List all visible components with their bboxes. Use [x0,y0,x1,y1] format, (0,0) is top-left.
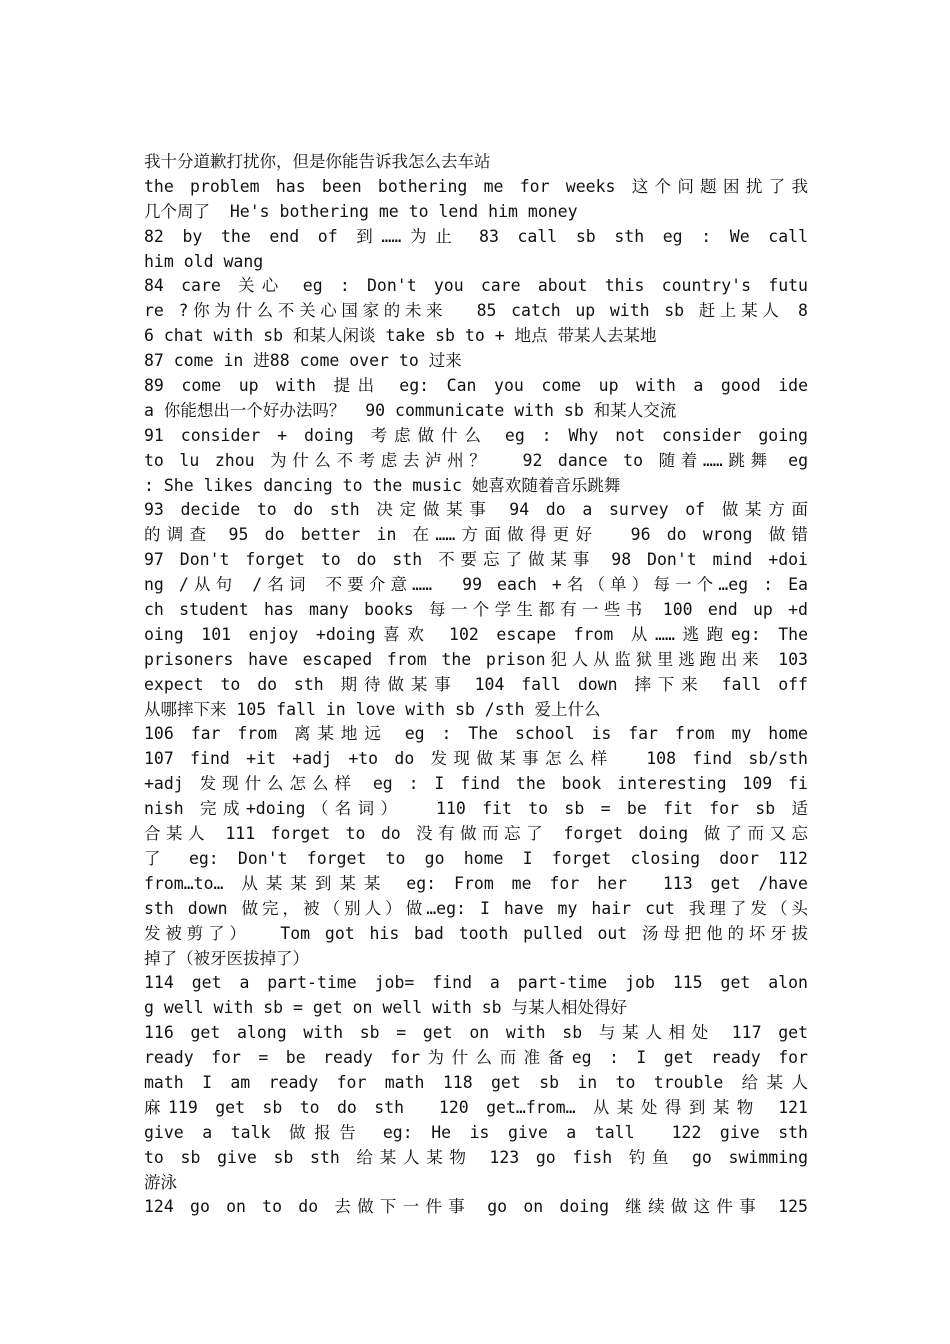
text-line: 84 care 关心 eg : Don't you care about this country's futu [144,276,808,296]
text-line: oing 101 enjoy +doing喜欢 102 escape from 从……逃跑eg: The [144,624,808,644]
text-line: the problem has been bothering me for weeks 这个问题困扰了我 [144,176,808,196]
text-line: ng /从句 /名词 不要介意…… 99 each +名（单）每一个…eg : Ea [144,575,808,595]
text-line: 116 get along with sb = get on with sb 与某人相处 117 get [144,1023,808,1043]
document-page [144,150,808,1220]
text-line: 89 come up with 提出 eg: Can you come up with a good ide [144,376,808,396]
text-line: 的调查 95 do better in 在……方面做得更好 96 do wrong 做错 [144,525,808,545]
text-line: 82 by the end of 到……为止 83 call sb sth eg : We call [144,226,808,246]
text-line: 87 come in 进88 come over to 过来 [144,351,462,371]
text-line: 几个周了 He's bothering me to lend him money [144,201,578,221]
text-line: 114 get a part-time job= find a part-time job 115 get alon [144,973,808,993]
text-line: 发被剪了） Tom got his bad tooth pulled out 汤母把他的坏牙拔 [144,923,808,943]
text-line: 91 consider + doing 考虑做什么 eg : Why not consider going [144,425,808,445]
text-line: ch student has many books 每一个学生都有一些书 100 end up +d [144,600,808,620]
text-line: g well with sb = get on well with sb 与某人相处得好 [144,998,628,1018]
text-line: 游泳 [144,1172,177,1192]
text-line: 合某人 111 forget to do 没有做而忘了 forget doing 做了而又忘 [144,824,808,844]
text-line: +adj 发现什么怎么样 eg : I find the book interesting 109 fi [144,774,808,794]
text-line: nish 完成+doing（名词） 110 fit to sb = be fit for sb 适 [144,799,808,819]
text-line: 了 eg: Don't forget to go home I forget closing door 112 [144,848,808,868]
text-line: math I am ready for math 118 get sb in to trouble 给某人 [144,1072,808,1092]
text-line: 97 Don't forget to do sth 不要忘了做某事 98 Don't mind +doi [144,550,808,570]
text-line: expect to do sth 期待做某事 104 fall down 摔下来 fall off [144,674,808,694]
text-line: to lu zhou 为什么不考虑去泸州？ 92 dance to 随着……跳舞 eg [144,450,808,470]
text-line: sth down 做完，被（别人）做…eg: I have my hair cut 我理了发（头 [144,898,808,918]
text-line: from…to… 从某某到某某 eg: From me for her 113 get /have [144,873,808,893]
text-line: 93 decide to do sth 决定做某事 94 do a survey of 做某方面 [144,500,808,520]
text-line: 107 find +it +adj +to do 发现做某事怎么样 108 find sb/sth [144,749,808,769]
text-line: ready for = be ready for为什么而准备eg : I get ready for [144,1048,808,1068]
text-line: 我十分道歉打扰你，但是你能告诉我怎么去车站 [144,152,491,171]
text-line: give a talk 做报告 eg: He is give a tall 122 give sth [144,1122,808,1142]
text-line: 麻119 get sb to do sth 120 get…from… 从某处得到某物 121 [144,1097,808,1117]
text-line: : She likes dancing to the music 她喜欢随着音乐跳舞 [144,475,621,495]
text-line: re ?你为什么不关心国家的未来 85 catch up with sb 赶上某人 8 [144,301,808,321]
text-line: to sb give sb sth 给某人某物 123 go fish 钓鱼 go swimming [144,1147,808,1167]
text-line: 从哪摔下来 105 fall in love with sb /sth 爱上什么 [144,699,601,719]
text-line: a 你能想出一个好办法吗？ 90 communicate with sb 和某人交流 [144,400,677,420]
text-line: 106 far from 离某地远 eg : The school is far from my home [144,724,808,744]
text-line: 6 chat with sb 和某人闲谈 take sb to + 地点 带某人去某地 [144,326,657,346]
text-line: him old wang [144,251,264,271]
text-line: prisoners have escaped from the prison犯人从监狱里逃跑出来 103 [144,649,808,669]
text-line: 124 go on to do 去做下一件事 go on doing 继续做这件事 125 [144,1197,808,1217]
text-line: 掉了（被牙医拔掉了） [144,948,309,968]
